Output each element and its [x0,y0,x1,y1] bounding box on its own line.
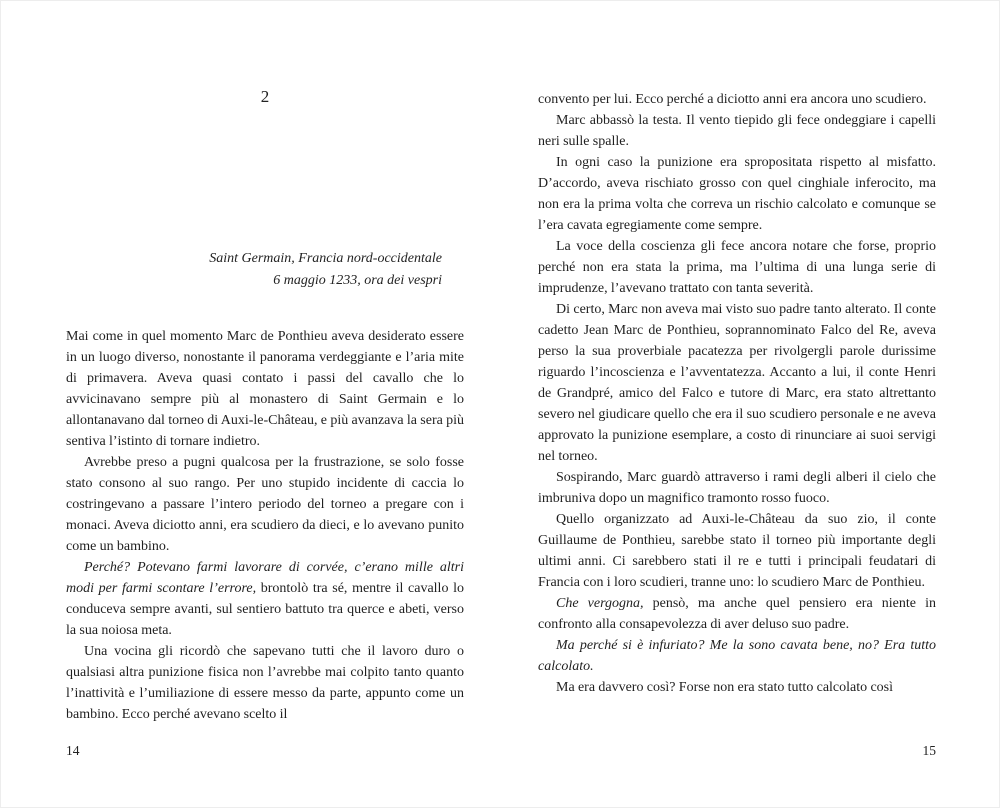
dateline-location: Saint Germain, Francia nord-occidentale [209,251,442,266]
paragraph [66,557,464,641]
dateline-date: 6 maggio 1233, ora dei vespri [273,272,442,288]
paragraph [538,152,936,236]
text-segment: In ogni caso la punizione era spropositata rispetto al misfatto. D’accordo, aveva rischiato grosso con quel cinghiale inferocito, ma non era la prima volta che correva un rischio calcolato e comunque se l’era cavata egregiamente come sempre. [538,155,936,233]
paragraph [538,467,936,509]
text-segment: Perché? Potevano farmi lavorare di corvée, c’erano mille altri modi per farmi scontare l’errore, [66,560,464,596]
paragraph [66,452,464,557]
text-segment: brontolò tra sé, mentre il cavallo lo conduceva sempre avanti, sul sentiero battuto tra querce e abeti, verso la sua noiosa meta. [66,581,464,638]
page-body-left [66,326,464,725]
dateline [66,248,464,291]
paragraph [538,677,936,698]
text-segment: Ma perché si è infuriato? Me la sono cavata bene, no? Era tutto calcolato. [538,638,936,674]
text-segment: Che vergogna, [556,596,653,611]
paragraph [538,299,936,467]
paragraph [538,635,936,677]
text-segment: Marc abbassò la testa. Il vento tiepido gli fece ondeggiare i capelli neri sulle spalle. [538,113,936,149]
chapter-number: 2 [260,87,270,106]
paragraph [538,89,936,110]
text-segment: Sospirando, Marc guardò attraverso i rami degli alberi il cielo che imbruniva dopo un magnifico tramonto rosso fuoco. [538,470,936,506]
text-segment: Una vocina gli ricordò che sapevano tutti che il lavoro duro o qualsiasi altra punizione fisica non l’avrebbe mai colpito tanto quanto l’inattività e l’umiliazione di essere messo da parte, appunto come un bambino. Ecco perché avevano scelto il [66,644,464,722]
text-segment: Avrebbe preso a pugni qualcosa per la frustrazione, se solo fosse stato consono al suo rango. Per uno stupido incidente di caccia lo costringevano a passare l’intero periodo del torneo a pregare con i monaci. Aveva diciotto anni, era scudiero da dieci, e lo avevano punito come un bambino. [66,455,464,554]
paragraph [538,509,936,593]
paragraph [66,641,464,725]
text-segment: Di certo, Marc non aveva mai visto suo padre tanto alterato. Il conte cadetto Jean Marc de Ponthieu, soprannominato Falco del Re, aveva perso la sua proverbiale pacatezza per rivolgergli parole durissime riguardo l’incoscienza e l’avventatezza. Accanto a lui, il conte Henri de Grandpré, amico del Falco e tutore di Marc, era stato altrettanto severo nel giudicare quello che era il suo scudiero personale e ne aveva approvato la punizione esemplare, a costo di rinunciare ai suoi servigi nel torneo. [538,302,936,464]
text-segment: convento per lui. Ecco perché a diciotto anni era ancora uno scudiero. [538,92,927,107]
text-segment: Ma era davvero così? Forse non era stato tutto calcolato così [556,680,893,695]
page-number-right: 15 [922,743,936,758]
text-segment: Mai come in quel momento Marc de Ponthieu aveva desiderato essere in un luogo diverso, nonostante il panorama verdeggiante e l’aria mite di primavera. Aveva quasi contato i passi del cavallo che lo avvicinavano sempre più al monastero di Saint Germain e lo allontanavano dal torneo di Auxi-le-Château, e più avanzava la sera più sentiva l’istinto di tornare indietro. [66,329,465,449]
text-segment: La voce della coscienza gli fece ancora notare che forse, proprio perché non era stata la prima, ma l’ultima di una lunga serie di imprudenze, l’avevano trattato con tanta severità. [538,239,936,296]
paragraph [538,110,936,152]
paragraph [66,326,464,452]
text-segment: pensò, ma anche quel pensiero era niente in confronto alla consapevolezza di aver deluso suo padre. [538,596,936,632]
page-number-left: 14 [66,743,80,758]
paragraph [538,236,936,299]
page-body-right [538,89,936,698]
text-segment: Quello organizzato ad Auxi-le-Château da suo zio, il conte Guillaume de Ponthieu, sarebbe stato il torneo più importante degli ultimi anni. Ci sarebbero stati il re e tutti i principali feudatari di Francia con i loro scudieri, tranne uno: lo scudiero Marc de Ponthieu. [538,512,936,590]
paragraph [538,593,936,635]
